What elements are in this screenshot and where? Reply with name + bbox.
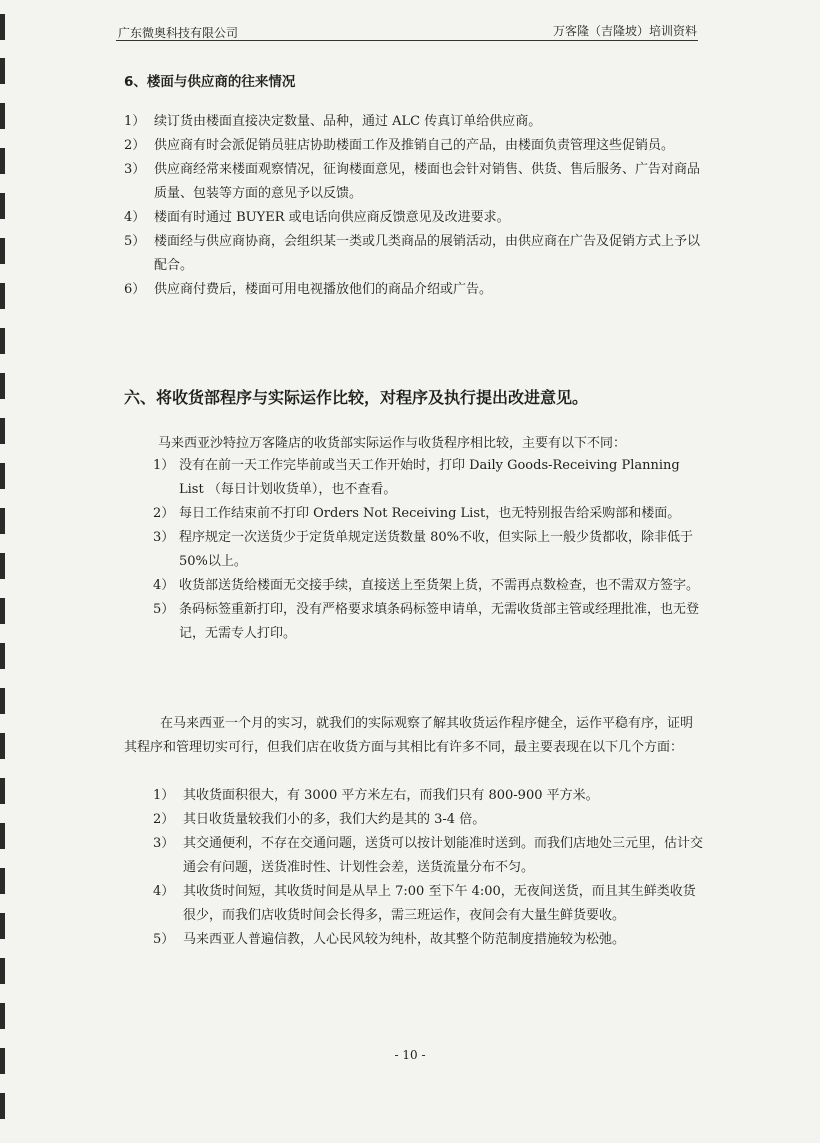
list-item [153,880,708,928]
section-vi-title: 六、将收货部程序与实际运作比较，对程序及执行提出改进意见。 [124,388,589,407]
item-text: 收货部送货给楼面无交接手续，直接送上至货架上货，不需再点数检查，也不需双方签字。 [179,578,700,593]
summary-paragraph: 在马来西亚一个月的实习，就我们的实际观察了解其收货运作程序健全，运作平稳有序，证明其程序和管理切实可行，但我们店在收货方面与其相比有许多不同，最主要表现在以下几个方面： [124,716,694,755]
item-number: 3） [153,836,175,851]
list-item [124,134,706,158]
item-number: 1） [153,788,175,803]
list-item [153,574,708,598]
item-number: 2） [124,138,146,153]
item-text: 供应商有时会派促销员驻店协助楼面工作及推销自己的产品，由楼面负责管理这些促销员。 [154,138,675,153]
item-number: 2） [153,812,175,827]
item-number: 3） [124,162,146,177]
item-number: 5） [153,932,175,947]
item-text: 楼面经与供应商协商，会组织某一类或几类商品的展销活动，由供应商在广告及促销方式上予以配合。 [154,234,701,273]
differences-list [153,454,708,646]
header-company: 广东微奥科技有限公司 [118,26,239,40]
binding-holes [0,0,8,1143]
item-number: 2） [153,506,175,521]
header-doc-title: 万客隆（吉隆坡）培训资料 [552,24,697,38]
item-text: 楼面有时通过 BUYER 或电话向供应商反馈意见及改进要求。 [154,210,510,225]
item-number: 3） [153,530,175,545]
item-text: 每日工作结束前不打印 Orders Not Receiving List，也无特别报告给采购部和楼面。 [179,506,681,521]
list-item [153,502,708,526]
list-item [153,454,708,502]
item-text: 其日收货量较我们小的多，我们大约是其的 3-4 倍。 [183,812,486,827]
list-item [124,230,706,278]
item-text: 马来西亚人普遍信教，人心民风较为纯朴，故其整个防范制度措施较为松弛。 [183,932,626,947]
item-number: 4） [124,210,146,225]
section-6-title: 6、楼面与供应商的往来情况 [124,74,296,90]
list-item [153,526,708,574]
section-vi-intro: 马来西亚沙特拉万客隆店的收货部实际运作与收货程序相比较，主要有以下不同： [158,436,627,451]
item-number: 5） [153,602,175,617]
list-item [124,158,706,206]
item-number: 1） [153,458,175,473]
list-item [124,278,706,302]
item-number: 4） [153,884,175,899]
aspects-list [153,784,708,952]
item-text: 其交通便利，不存在交通问题，送货可以按计划能准时送到。而我们店地处三元里，估计交通会有问题，送货准时性、计划性会差，送货流量分布不匀。 [183,836,704,875]
list-item [153,832,708,880]
item-number: 1） [124,114,146,129]
item-text: 其收货面积很大，有 3000 平方米左右，而我们只有 800-900 平方米。 [183,788,599,803]
list-item [124,110,706,134]
item-text: 供应商经常来楼面观察情况，征询楼面意见，楼面也会针对销售、供货、售后服务、广告对商品质量、包装等方面的意见予以反馈。 [154,162,701,201]
list-item [153,784,708,808]
header-divider [116,40,698,41]
item-number: 4） [153,578,175,593]
item-number: 5） [124,234,146,249]
item-text: 续订货由楼面直接决定数量、品种，通过 ALC 传真订单给供应商。 [154,114,542,129]
item-text: 条码标签重新打印，没有严格要求填条码标签申请单，无需收货部主管或经理批准，也无登记，无需专人打印。 [179,602,700,641]
item-text: 没有在前一天工作完毕前或当天工作开始时，打印 Daily Goods-Receiving Planning List （每日计划收货单），也不查看。 [179,458,680,497]
page-number: - 10 - [394,1048,426,1062]
list-item [153,928,708,952]
list-item [153,808,708,832]
section-6-list [124,110,706,302]
list-item [124,206,706,230]
item-text: 程序规定一次送货少于定货单规定送货数量 80%不收，但实际上一般少货都收，除非低于 50%以上。 [179,530,694,569]
item-text: 其收货时间短，其收货时间是从早上 7:00 至下午 4:00，无夜间送货，而且其生鲜类收货很少，而我们店收货时间会长得多，需三班运作，夜间会有大量生鲜货要收。 [183,884,696,923]
list-item [153,598,708,646]
item-text: 供应商付费后，楼面可用电视播放他们的商品介绍或广告。 [154,282,493,297]
item-number: 6） [124,282,146,297]
